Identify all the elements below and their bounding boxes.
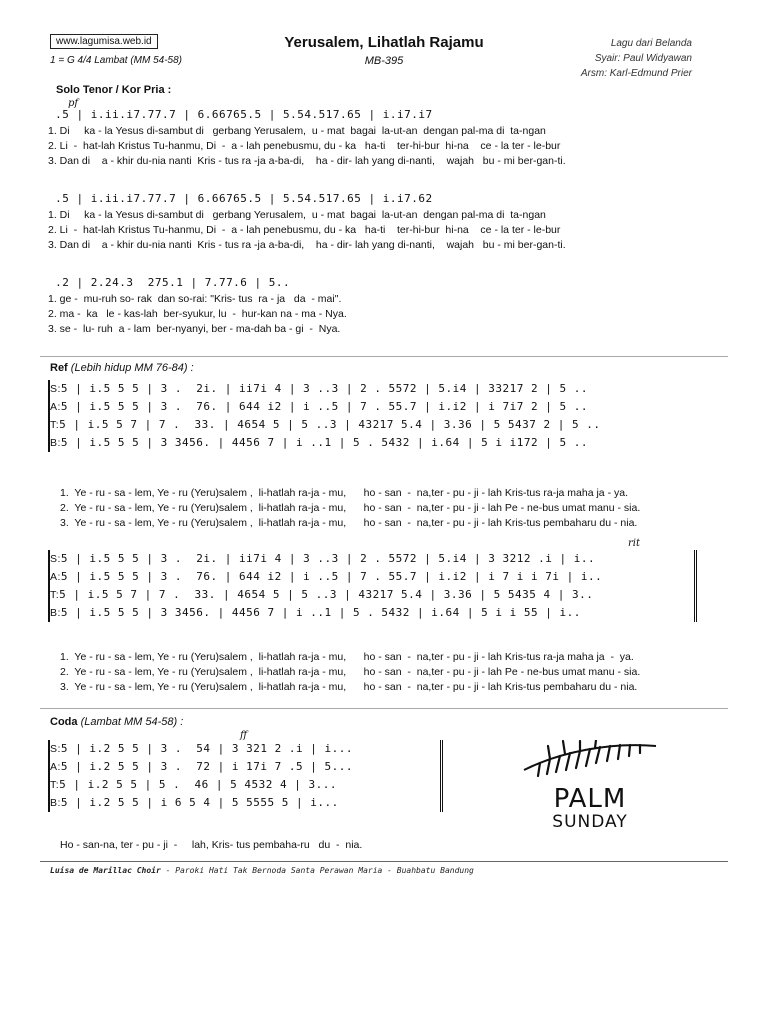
rit-marking: rit <box>628 538 640 549</box>
refrain-tempo: (Lebih hidup MM 76-84) : <box>70 362 194 374</box>
footer-credit <box>50 866 474 875</box>
voice-bass: B:5 | i.5 5 5 | 3 3456. | 4456 7 | i ..1 | 5 . 5432 | i.64 | 5 i i 55 | i.. <box>50 606 581 619</box>
solo-system-1 <box>48 106 648 169</box>
refrain-title: Ref <box>50 362 68 374</box>
voice-soprano: S:5 | i.2 5 5 | 3 . 54 | 3 321 2 .i | i... <box>50 742 353 755</box>
coda-label <box>50 716 183 728</box>
lyricist-credit: Syair: Paul Widyawan <box>594 53 692 64</box>
voice-alto: A:5 | i.5 5 5 | 3 . 76. | 644 i2 | i ..5 | 7 . 55.7 | i.i2 | i 7i7 2 | 5 .. <box>50 400 588 413</box>
palm-sunday-logo <box>520 740 660 840</box>
lyric-verse-2: 2. Ye - ru - sa - lem, Ye - ru (Yeru)salem , li-hatlah ra-ja - mu, ho - san - na,ter - pu - ji - lah Pe - ne-bus umat manu - sia. <box>60 666 641 678</box>
coda-title: Coda <box>50 716 78 728</box>
lyric-verse-1: 1. Di ka - la Yesus di-sambut di gerbang Yerusalem, u - mat bagai la-ut-an dengan pal-ma di ta-ngan <box>48 209 546 221</box>
lyric-verse-2: 2. Ye - ru - sa - lem, Ye - ru (Yeru)salem , li-hatlah ra-ja - mu, ho - san - na,ter - pu - ji - lah Pe - ne-bus umat manu - sia. <box>60 502 641 514</box>
voice-alto: A:5 | i.5 5 5 | 3 . 76. | 644 i2 | i ..5 | 7 . 55.7 | i.i2 | i 7 i i 7i | i.. <box>50 570 603 583</box>
lyric-verse-3: 3. Dan di a - khir du-nia nanti Kris - tus ra -ja a-ba-di, ha - dir- lah yang di-nanti, wajah bu - mi ber-gan-ti. <box>48 155 566 167</box>
lyric-verse-3: 3. Dan di a - khir du-nia nanti Kris - tus ra -ja a-ba-di, ha - dir- lah yang di-nanti, wajah bu - mi ber-gan-ti. <box>48 239 566 251</box>
voice-bass: B:5 | i.2 5 5 | i 6 5 4 | 5 5555 5 | i... <box>50 796 339 809</box>
lyric-verse-2: 2. Li - hat-lah Kristus Tu-hanmu, Di - a - lah penebusmu, du - ka ha-ti ter-hi-bur hi-na ce - la ter - le-bur <box>48 224 561 236</box>
song-code: MB-395 <box>364 55 404 67</box>
melody-notes: .2 | 2.24.3 275.1 | 7.77.6 | 5.. <box>48 276 291 289</box>
footer-divider <box>40 861 728 862</box>
voice-soprano: S:5 | i.5 5 5 | 3 . 2i. | ii7i 4 | 3 ..3 | 2 . 5572 | 5.i4 | 33217 2 | 5 .. <box>50 382 588 395</box>
voice-alto: A:5 | i.2 5 5 | 3 . 72 | i 17i 7 .5 | 5... <box>50 760 353 773</box>
coda-lyrics: Ho - san-na, ter - pu - ji - lah, Kris- tus pembaha-ru du - nia. <box>60 839 363 851</box>
lyric-verse-1: 1. Di ka - la Yesus di-sambut di gerbang Yerusalem, u - mat bagai la-ut-an dengan pal-ma di ta-ngan <box>48 125 546 137</box>
lyric-verse-3: 3. Ye - ru - sa - lem, Ye - ru (Yeru)salem , li-hatlah ra-ja - mu, ho - san - na,ter - pu - ji - lah Kris-tus pembaharu du - nia. <box>60 681 638 693</box>
lyric-verse-1: 1. ge - mu-ruh so- rak dan so-rai: "Kris- tus ra - ja da - mai". <box>48 293 342 305</box>
solo-system-3 <box>48 274 408 337</box>
section-divider <box>40 708 728 709</box>
parish-info: - Paroki Hati Tak Bernoda Santa Perawan Maria - Buahbatu Bandung <box>160 866 474 875</box>
song-origin: Lagu dari Belanda <box>610 38 692 49</box>
voice-bass: B:5 | i.5 5 5 | 3 3456. | 4456 7 | i ..1 | 5 . 5432 | i.64 | 5 i i172 | 5 .. <box>50 436 588 449</box>
key-meter-tempo: 1 = G 4/4 Lambat (MM 54-58) <box>50 55 183 66</box>
palm-leaf-icon <box>520 740 660 780</box>
choir-name: Luisa de Marillac Choir <box>50 866 161 875</box>
refrain-label <box>50 362 194 374</box>
arranger-credit: Arsm: Karl-Edmund Prier <box>580 68 692 79</box>
song-title: Yerusalem, Lihatlah Rajamu <box>284 34 484 51</box>
lyric-verse-3: 3. Ye - ru - sa - lem, Ye - ru (Yeru)salem , li-hatlah ra-ja - mu, ho - san - na,ter - pu - ji - lah Kris-tus pembaharu du - nia. <box>60 517 638 529</box>
voice-soprano: S:5 | i.5 5 5 | 3 . 2i. | ii7i 4 | 3 ..3 | 2 . 5572 | 5.i4 | 3 3212 .i | i.. <box>50 552 596 565</box>
solo-section-label: Solo Tenor / Kor Pria : <box>56 84 172 96</box>
refrain-lyrics-2 <box>60 650 720 695</box>
lyric-verse-1: 1. Ye - ru - sa - lem, Ye - ru (Yeru)salem , li-hatlah ra-ja - mu, ho - san - na,ter - pu - ji - lah Kris-tus ra-ja maha ja - ya. <box>60 651 634 663</box>
refrain-lyrics-1 <box>60 486 720 531</box>
melody-notes: .5 | i.ii.i7.77.7 | 6.66765.5 | 5.54.517.65 | i.i7.62 <box>48 192 433 205</box>
logo-word-sunday: SUNDAY <box>552 812 628 832</box>
refrain-system-2 <box>48 550 697 622</box>
coda-dynamic: ff <box>240 730 248 741</box>
website-url: www.lagumisa.web.id <box>50 34 158 49</box>
dynamic-marking: pf <box>68 98 79 109</box>
coda-system <box>48 740 443 812</box>
voice-tenor: T:5 | i.5 5 7 | 7 . 33. | 4654 5 | 5 ..3 | 43217 5.4 | 3.36 | 5 5435 4 | 3.. <box>50 588 594 601</box>
voice-tenor: T:5 | i.2 5 5 | 5 . 46 | 5 4532 4 | 3... <box>50 778 337 791</box>
section-divider <box>40 356 728 357</box>
voice-tenor: T:5 | i.5 5 7 | 7 . 33. | 4654 5 | 5 ..3 | 43217 5.4 | 3.36 | 5 5437 2 | 5 .. <box>50 418 601 431</box>
lyric-verse-2: 2. Li - hat-lah Kristus Tu-hanmu, Di - a - lah penebusmu, du - ka ha-ti ter-hi-bur hi-na ce - la ter - le-bur <box>48 140 561 152</box>
solo-system-2 <box>48 190 648 253</box>
lyric-verse-2: 2. ma - ka le - kas-lah ber-syukur, lu - hur-kan na - ma - Nya. <box>48 308 347 320</box>
logo-word-palm: PALM <box>553 784 627 814</box>
lyric-verse-3: 3. se - lu- ruh a - lam ber-nyanyi, ber - ma-dah ba - gi - Nya. <box>48 323 341 335</box>
refrain-system-1 <box>48 380 702 452</box>
lyric-verse-1: 1. Ye - ru - sa - lem, Ye - ru (Yeru)salem , li-hatlah ra-ja - mu, ho - san - na,ter - pu - ji - lah Kris-tus ra-ja maha ja - ya. <box>60 487 628 499</box>
coda-tempo: (Lambat MM 54-58) : <box>80 716 184 728</box>
melody-notes: .5 | i.ii.i7.77.7 | 6.66765.5 | 5.54.517.65 | i.i7.i7 <box>48 108 433 121</box>
